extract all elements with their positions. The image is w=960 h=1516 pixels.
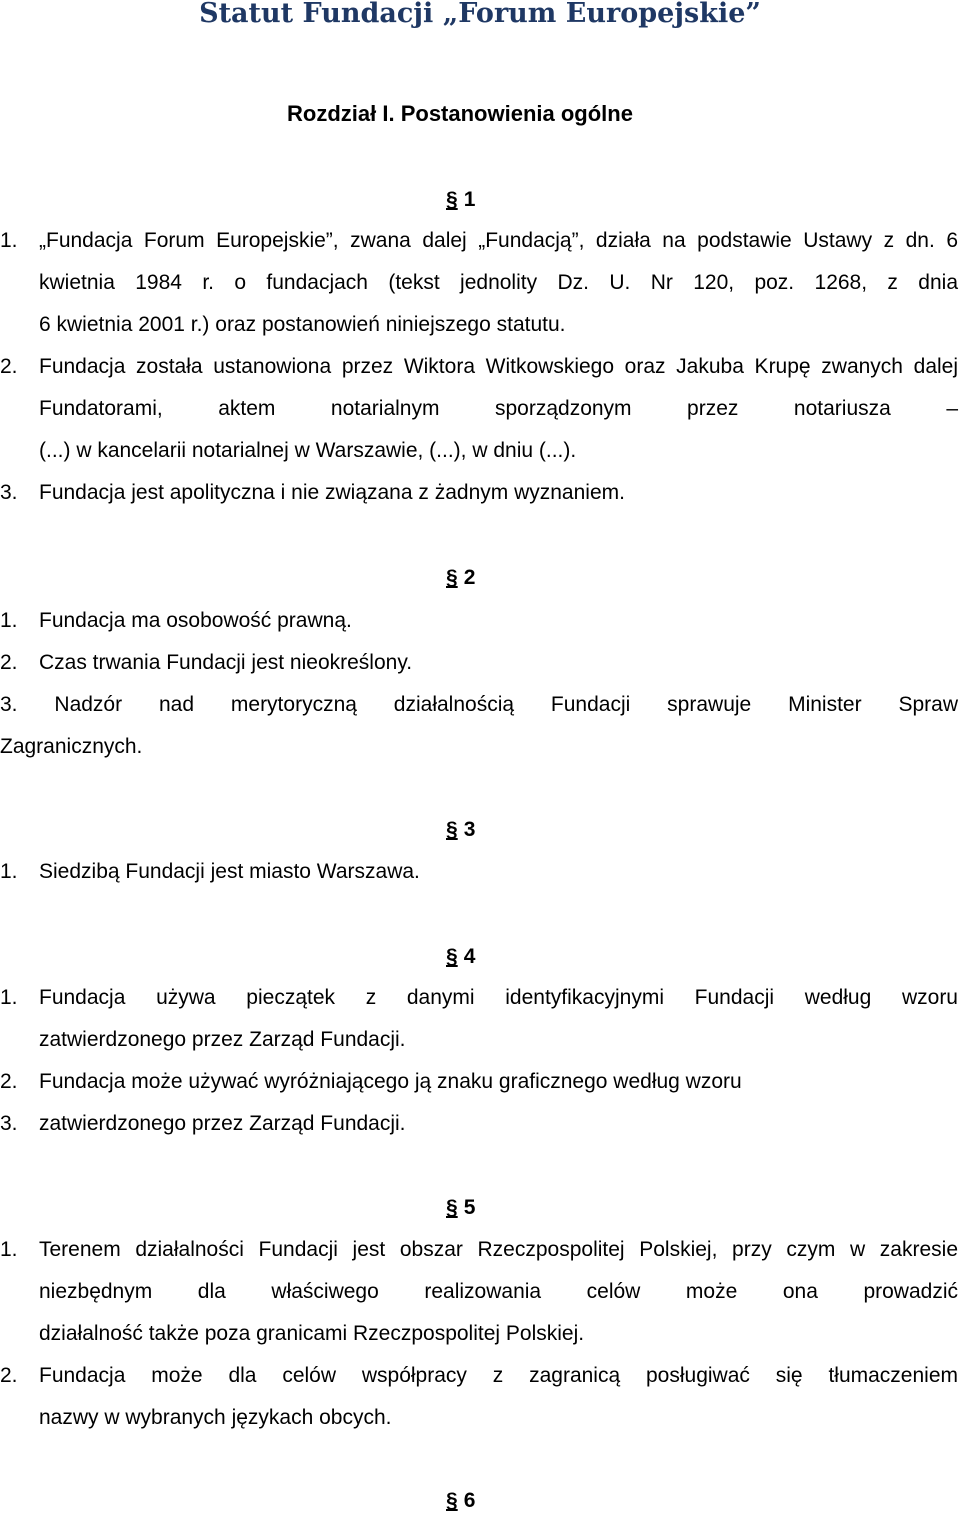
section-number: 4 bbox=[463, 945, 476, 968]
paragraph-line: zwanych dalej Fundatorami, aktem notarialnym sporządzonym przez notariusza – bbox=[39, 355, 959, 420]
paragraph bbox=[0, 851, 958, 893]
paragraph-number: 1. bbox=[0, 229, 18, 252]
paragraph bbox=[0, 600, 958, 642]
paragraph-line: Siedzibą Fundacji jest miasto Warszawa. bbox=[39, 860, 420, 883]
paragraph-line: Zagranicznych. bbox=[0, 735, 143, 758]
paragraph-line: z dn. 6 kwietnia 1984 r. o fundacjach (tekst jednolity Dz. U. Nr 120, poz. 1268, z dnia bbox=[39, 229, 958, 294]
paragraph-number: 1. bbox=[0, 1238, 18, 1261]
paragraph-line: nazwy w wybranych językach obcych. bbox=[39, 1406, 392, 1429]
paragraph bbox=[0, 472, 958, 514]
paragraph-number: 2. bbox=[0, 651, 18, 674]
paragraph-line: Fundacja może dla celów współpracy z zagranicą posługiwać się tłumaczeniem bbox=[39, 1364, 958, 1387]
paragraph-line: zakresie niezbędnym dla właściwego realizowania celów może ona prowadzić bbox=[39, 1238, 958, 1303]
paragraph-line: Fundacja używa pieczątek z danymi identyfikacyjnymi Fundacji według wzoru bbox=[39, 986, 958, 1009]
paragraph bbox=[0, 1229, 958, 1355]
paragraph bbox=[0, 684, 958, 768]
section-symbol: § bbox=[446, 1489, 458, 1512]
section-heading bbox=[446, 1194, 475, 1222]
paragraph bbox=[0, 1103, 958, 1145]
paragraph-line: działalność także poza granicami Rzeczpospolitej Polskiej. bbox=[39, 1322, 585, 1345]
section-heading bbox=[446, 816, 475, 844]
section-number: 2 bbox=[463, 566, 476, 589]
paragraph-line: 6 kwietnia 2001 r.) oraz postanowień niniejszego statutu. bbox=[39, 313, 566, 336]
paragraph bbox=[0, 220, 958, 346]
paragraph-number: 1. bbox=[0, 986, 18, 1009]
paragraph-number: 3. bbox=[0, 481, 18, 504]
section-number: 6 bbox=[463, 1489, 476, 1512]
section-symbol: § bbox=[446, 945, 458, 968]
paragraph bbox=[0, 642, 958, 684]
paragraph-number: 1. bbox=[0, 609, 18, 632]
paragraph-line: zatwierdzonego przez Zarząd Fundacji. bbox=[39, 1112, 406, 1135]
paragraph-line: Nadzór nad merytoryczną działalnością Fundacji sprawuje Minister Spraw bbox=[54, 693, 959, 716]
section-number: 3 bbox=[463, 818, 476, 841]
section-heading bbox=[446, 943, 475, 971]
section-heading bbox=[446, 564, 475, 592]
paragraph-line: zatwierdzonego przez Zarząd Fundacji. bbox=[39, 1028, 406, 1051]
section-number: 1 bbox=[463, 188, 476, 211]
paragraph-number: 2. bbox=[0, 1070, 18, 1093]
paragraph-number: 2. bbox=[0, 1364, 18, 1387]
section-symbol: § bbox=[446, 1196, 458, 1219]
paragraph bbox=[0, 977, 958, 1061]
section-number: 5 bbox=[463, 1196, 476, 1219]
section-symbol: § bbox=[446, 818, 458, 841]
document-title: Statut Fundacji „Forum Europejskie” bbox=[199, 0, 761, 29]
paragraph-line: (...) w kancelarii notarialnej w Warszawie, (...), w dniu (...). bbox=[39, 439, 577, 462]
paragraph-number: 3. bbox=[0, 693, 18, 716]
paragraph-number: 3. bbox=[0, 1112, 18, 1135]
section-symbol: § bbox=[446, 566, 458, 589]
section-symbol: § bbox=[446, 188, 458, 211]
paragraph-number: 1. bbox=[0, 860, 18, 883]
paragraph-line: Czas trwania Fundacji jest nieokreślony. bbox=[39, 651, 413, 674]
paragraph bbox=[0, 1061, 958, 1103]
paragraph-line: Terenem działalności Fundacji jest obszar Rzeczpospolitej Polskiej, przy czym w bbox=[39, 1238, 866, 1261]
section-heading bbox=[446, 186, 475, 214]
paragraph bbox=[0, 1355, 958, 1439]
paragraph-number: 2. bbox=[0, 355, 18, 378]
paragraph-line: Fundacja ma osobowość prawną. bbox=[39, 609, 352, 632]
section-heading bbox=[446, 1487, 475, 1515]
paragraph-line: Fundacja została ustanowiona przez Wiktora Witkowskiego oraz Jakuba Krupę bbox=[39, 355, 811, 378]
paragraph-line: „Fundacja Forum Europejskie”, zwana dalej „Fundacją”, działa na podstawie Ustawy bbox=[39, 229, 873, 252]
paragraph-line: Fundacja może używać wyróżniającego ją znaku graficznego według wzoru bbox=[39, 1070, 742, 1093]
paragraph-line: Fundacja jest apolityczna i nie związana z żadnym wyznaniem. bbox=[39, 481, 625, 504]
paragraph bbox=[0, 346, 958, 472]
chapter-heading: Rozdział I. Postanowienia ogólne bbox=[287, 101, 633, 126]
